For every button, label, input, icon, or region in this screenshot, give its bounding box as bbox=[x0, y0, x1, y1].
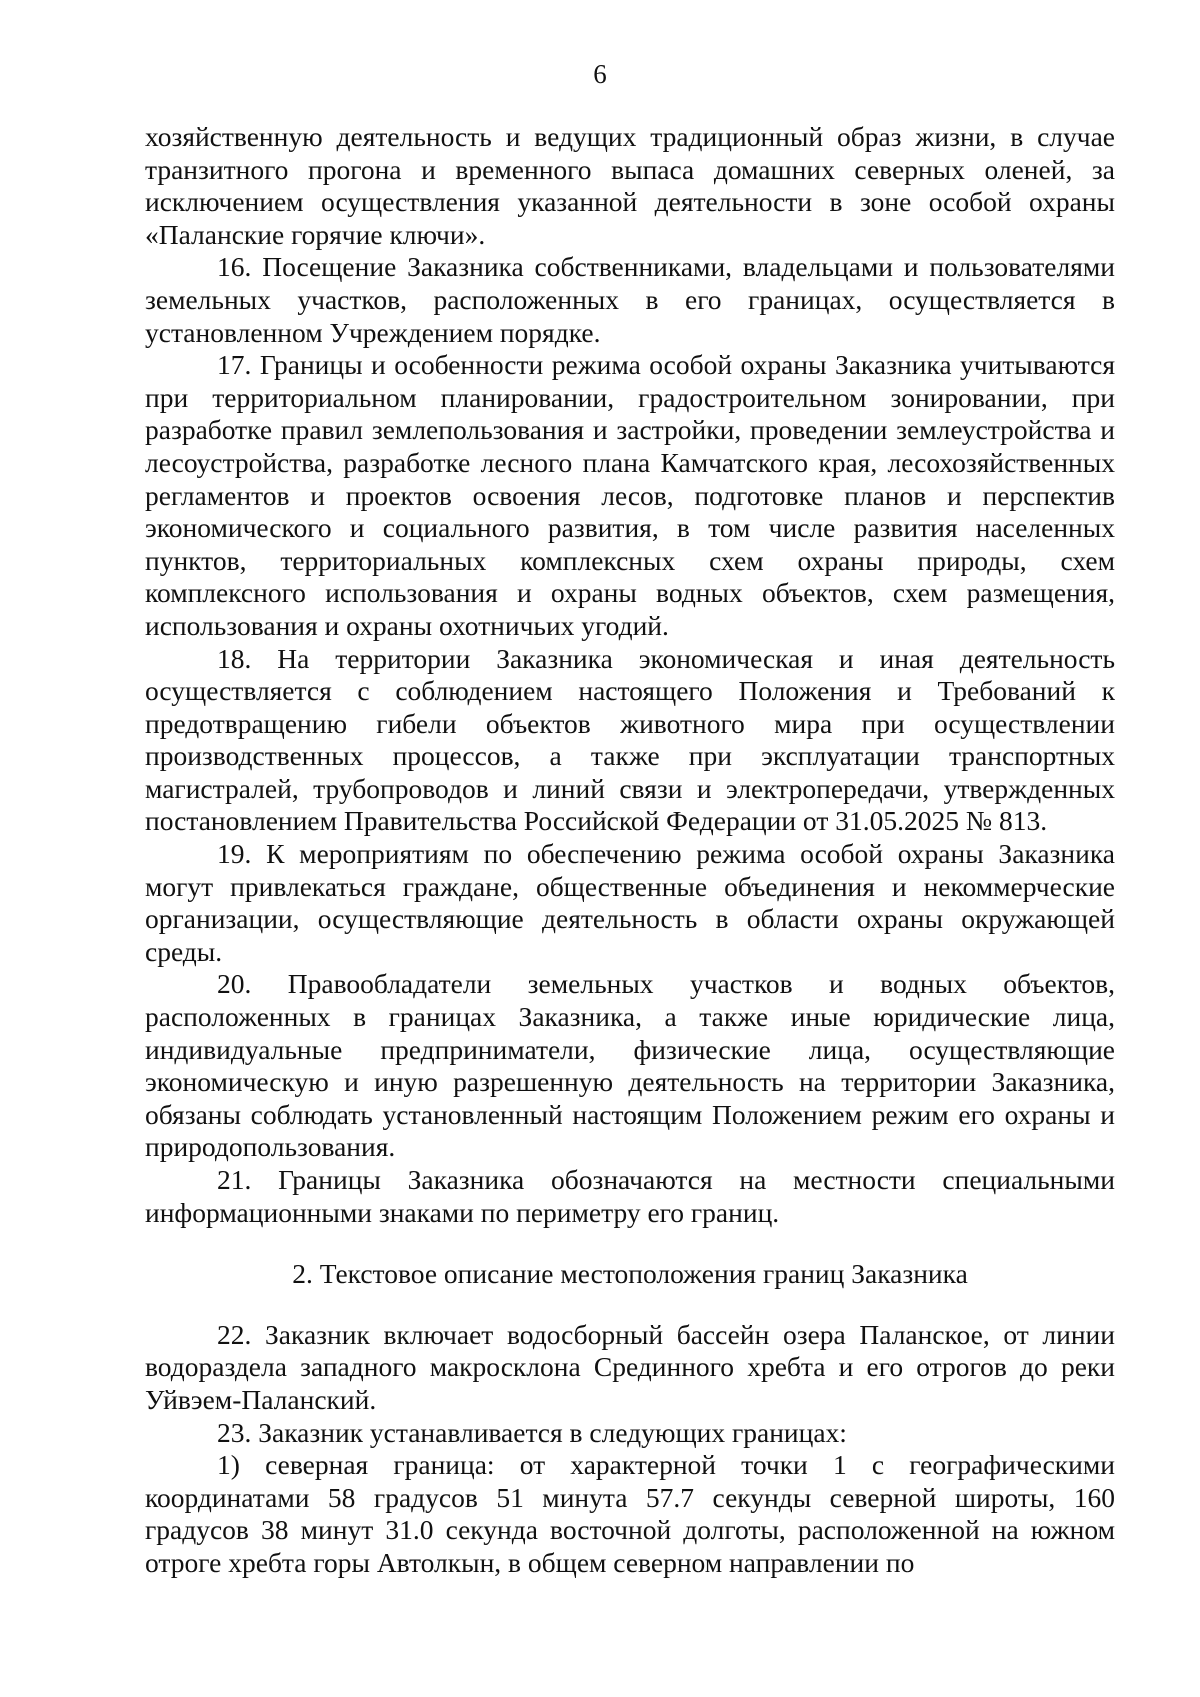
page-number: 6 bbox=[593, 59, 607, 89]
paragraph-20: 20. Правообладатели земельных участков и водных объектов, расположенных в границах Заказника, а также иные юридические лица, индивидуальные предприниматели, физические лица, осуществляющие экономическую и иную разрешенную деятельность на территории Заказника, обязаны соблюдать установленный настоящим Положением режим его охраны и природопользования. bbox=[145, 968, 1115, 1163]
paragraph-18: 18. На территории Заказника экономическая и иная деятельность осуществляется с соблюдением настоящего Положения и Требований к предотвращению гибели объектов животного мира при осуществлении производственных процессов, а также при эксплуатации транспортных магистралей, трубопроводов и линий связи и электропередачи, утвержденных постановлением Правительства Российской Федерации от 31.05.2025 № 813. bbox=[145, 642, 1115, 837]
paragraph-22: 22. Заказник включает водосборный бассейн озера Паланское, от линии водораздела западного макросклона Срединного хребта и его отрогов до реки Уйвэем-Паланский. bbox=[145, 1318, 1115, 1415]
paragraph-16: 16. Посещение Заказника собственниками, владельцами и пользователями земельных участков, расположенных в его границах, осуществляется в установленном Учреждением порядке. bbox=[145, 251, 1115, 348]
section-heading: 2. Текстовое описание местоположения границ Заказника bbox=[292, 1258, 968, 1290]
paragraph-23: 23. Заказник устанавливается в следующих границах: bbox=[217, 1416, 847, 1448]
document-body bbox=[145, 121, 1115, 1580]
paragraph-19: 19. К мероприятиям по обеспечению режима особой охраны Заказника могут привлекаться граждане, общественные объединения и некоммерческие организации, осуществляющие деятельность в области охраны окружающей среды. bbox=[145, 838, 1115, 967]
paragraph-continuation: хозяйственную деятельность и ведущих традиционный образ жизни, в случае транзитного прогона и временного выпаса домашних северных оленей, за исключением осуществления указанной деятельности в зоне особой охраны «Паланские горячие ключи». bbox=[145, 121, 1115, 250]
paragraph-21: 21. Границы Заказника обозначаются на местности специальными информационными знаками по периметру его границ. bbox=[145, 1164, 1115, 1228]
paragraph-17: 17. Границы и особенности режима особой охраны Заказника учитываются при территориальном планировании, градостроительном зонировании, при разработке правил землепользования и застройки, проведении землеустройства и лесоустройства, разработке лесного плана Камчатского края, лесохозяйственных регламентов и проектов освоения лесов, подготовке планов и перспектив экономического и социального развития, в том числе развития населенных пунктов, территориальных комплексных схем охраны природы, схем комплексного использования и охраны водных объектов, схем размещения, использования и охраны охотничьих угодий. bbox=[145, 349, 1115, 641]
paragraph-23-item-1: 1) северная граница: от характерной точки 1 с географическими координатами 58 градусов 51 минута 57.7 секунды северной широты, 160 градусов 38 минут 31.0 секунда восточной долготы, расположенной на южном отроге хребта горы Автолкын, в общем северном направлении по bbox=[145, 1449, 1115, 1578]
